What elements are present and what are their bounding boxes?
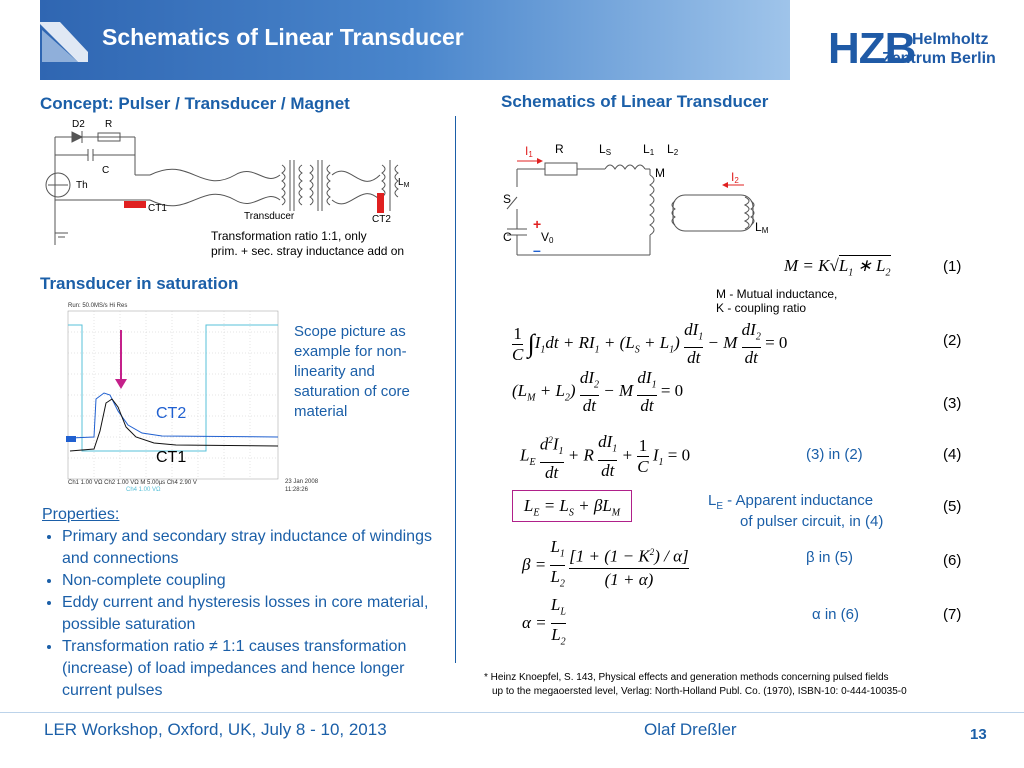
slide-title: Schematics of Linear Transducer	[102, 24, 464, 50]
label-lm-right: LM	[755, 220, 769, 235]
column-divider	[455, 116, 456, 663]
reference-line-2: up to the megaoersted level, Verlag: North-Holland Publ. Co. (1970), ISBN-10: 0-444-10035-0	[492, 686, 907, 697]
label-i1: I1	[525, 144, 533, 159]
eq-number-1: (1)	[943, 258, 962, 275]
ct1-marker	[124, 201, 146, 208]
label-lm: $L_M$	[398, 177, 410, 189]
label-l1: L1	[643, 142, 655, 157]
ratio-line-1: Transformation ratio 1:1, only	[211, 229, 367, 243]
label-th: Th	[76, 180, 88, 191]
label-r-right: R	[555, 142, 564, 156]
schematics-heading: Schematics of Linear Transducer	[501, 92, 769, 111]
property-item: • Transformation ratio ≠ 1:1 causes transformation (increase) of load impedances and hence longer current pulses	[62, 636, 452, 702]
logo-mark: HZB	[828, 24, 916, 73]
logo-line1: Helmholtz	[912, 31, 989, 48]
label-c: C	[102, 165, 110, 176]
label-ct2: CT2	[372, 214, 391, 225]
label-l2: L2	[667, 142, 679, 157]
label-i2: I2	[731, 170, 739, 185]
eq-number-3: (3)	[943, 395, 962, 412]
page-number: 13	[970, 726, 987, 743]
logo-text	[882, 30, 996, 68]
ratio-line-2: prim. + sec. stray inductance add on	[211, 244, 405, 258]
reference-line-1: * Heinz Knoepfel, S. 143, Physical effects and generation methods concerning pulsed fields	[484, 672, 889, 683]
note-eq5-line2: of pulser circuit, in (4)	[740, 513, 884, 530]
coupling-definition: K - coupling ratio	[716, 301, 807, 315]
equation-2: $\frac{1}{C}$ $\int I_1dt + RI_1 + (L_S + L_1)$ $\frac{dI_1}{dt}$ − M $\frac{dI_2}{dt}$ = 0	[512, 320, 788, 368]
label-s: S	[503, 192, 512, 206]
linear-transducer-circuit	[495, 135, 785, 270]
saturation-heading: Transducer in saturation	[40, 274, 239, 293]
mutual-definition: M - Mutual inductance,	[716, 287, 838, 301]
label-plus: +	[533, 216, 542, 232]
corner-arrow-icon	[40, 0, 100, 80]
eq-number-4: (4)	[943, 446, 962, 463]
concept-heading: Concept: Pulser / Transducer / Magnet	[40, 94, 350, 113]
equation-3: $(L_M + L_2)$ $\frac{dI_2}{dt}$ − M $\frac{dI_1}{dt}$ = 0	[512, 368, 684, 416]
ct2-marker	[377, 193, 384, 213]
property-item: • Eddy current and hysteresis losses in core material, possible saturation	[62, 592, 452, 636]
note-eq4: (3) in (2)	[806, 446, 863, 463]
eq-number-5: (5)	[943, 498, 962, 515]
scope-bottom-label: Ch1 1.00 VΩ Ch2 1.00 VΩ M 5.00µs Ch4 2.90 V	[68, 480, 197, 486]
scope-picture	[66, 303, 282, 499]
label-v0: V0	[541, 230, 554, 245]
scope-ct1-label: CT1	[156, 449, 187, 466]
property-item: • Non-complete coupling	[62, 570, 452, 592]
label-ls: LS	[599, 142, 612, 157]
note-eq5-line1: $L_E$ - Apparent inductance	[708, 492, 874, 512]
eq-number-2: (2)	[943, 332, 962, 349]
scope-timestamp	[285, 478, 318, 494]
property-item: • Primary and secondary stray inductance of windings and connections	[62, 526, 452, 570]
properties-section	[42, 504, 452, 702]
label-r: R	[105, 119, 113, 130]
equation-7: α = $\frac{L_L}{L_2}$	[522, 595, 566, 648]
note-eq7: α in (6)	[812, 606, 860, 623]
scope-description: Scope picture as example for non-linearity and saturation of core material	[294, 323, 410, 420]
eq-number-7: (7)	[943, 606, 962, 623]
scope-time: 11:28:26	[285, 487, 308, 493]
equation-6: β = $\frac{L_1}{L_2}$ $\frac{[1 + (1 - K^2) / \alpha]}{(1 + \alpha)}$	[522, 537, 689, 590]
label-d2: D2	[72, 119, 85, 130]
footer-event: LER Workshop, Oxford, UK, July 8 - 10, 2013	[44, 720, 387, 739]
logo-line2: Zentrum Berlin	[882, 50, 996, 67]
label-ct1: CT1	[148, 203, 167, 214]
equation-1: $M = K√L_1$ ∗ $L_2$	[784, 256, 891, 279]
scope-bottom-label-2: Ch4 1.00 VΩ	[126, 487, 161, 493]
scope-top-label: Run: 50.0MS/s Hi Res	[68, 303, 128, 309]
label-m: M	[655, 166, 665, 180]
label-c-right: C	[503, 230, 512, 244]
footer-author: Olaf Dreßler	[644, 720, 737, 739]
equation-5-box: $L_E = L_S + \beta L_M$	[512, 490, 632, 522]
properties-heading: Properties:	[42, 506, 120, 523]
footer-divider	[0, 712, 1024, 713]
pulser-circuit-diagram	[40, 115, 440, 245]
note-eq6: β in (5)	[806, 549, 853, 566]
scope-trace-graph	[66, 303, 282, 499]
label-transducer: Transducer	[244, 211, 295, 222]
scope-ct2-label: CT2	[156, 405, 187, 422]
equation-4: $L_E$ $\frac{d^2I_1}{dt}$ + R $\frac{dI_1}{dt}$ + $\frac{1}{C}$ $I_1 = 0$	[520, 430, 690, 483]
scope-date: 23 Jan 2008	[285, 479, 319, 485]
label-minus: –	[533, 242, 541, 258]
eq-number-6: (6)	[943, 552, 962, 569]
